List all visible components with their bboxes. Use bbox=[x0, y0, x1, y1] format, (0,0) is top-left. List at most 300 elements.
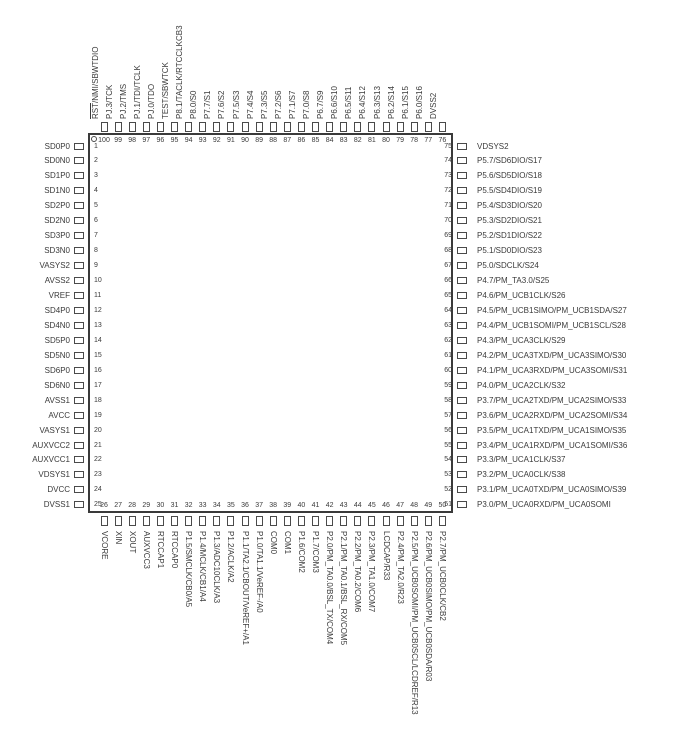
pin-60-label: P4.1/PM_UCA3RXD/PM_UCA3SOMI/S31 bbox=[477, 365, 628, 375]
pin-43-label: P2.1/PM_TA0.1/BSL_RX/COM5 bbox=[339, 531, 349, 646]
pin-23-square bbox=[74, 471, 84, 478]
pin-75-number: 75 bbox=[444, 142, 452, 150]
pin-99-square bbox=[115, 122, 122, 132]
pin-17-square bbox=[74, 382, 84, 389]
pin-26-label: VCORE bbox=[99, 531, 109, 560]
pin-9-number: 9 bbox=[94, 262, 98, 270]
pin-77-label: P6.0/S16 bbox=[414, 86, 424, 119]
pin-82-square bbox=[354, 122, 361, 132]
pin-48-label: P2.5/PM_UCB0SOMI/PM_UCB0SCL/LCDREF/R13 bbox=[409, 531, 419, 715]
pin-86-number: 86 bbox=[297, 137, 306, 144]
pin-56-square bbox=[457, 427, 467, 434]
pin-85-number: 85 bbox=[311, 137, 320, 144]
pin-1-number: 1 bbox=[94, 142, 98, 150]
pin-50-label: P2.7/PM_UCB0CLK/CB2 bbox=[437, 531, 447, 621]
pin-66-number: 66 bbox=[444, 277, 452, 285]
pin-59-square bbox=[457, 382, 467, 389]
pin-7-square bbox=[74, 232, 84, 239]
pin-6-label: SD2N0 bbox=[44, 216, 70, 226]
pin-35-number: 35 bbox=[226, 502, 235, 509]
pin-23-label: VDSYS1 bbox=[38, 470, 70, 480]
pin-16-square bbox=[74, 367, 84, 374]
pin-98-square bbox=[129, 122, 136, 132]
pin-46-square bbox=[383, 516, 390, 526]
pin-72-square bbox=[457, 187, 467, 194]
pin-96-square bbox=[157, 122, 164, 132]
pin-38-number: 38 bbox=[269, 502, 278, 509]
pin-14-number: 14 bbox=[94, 336, 102, 344]
pin-73-square bbox=[457, 172, 467, 179]
pin-80-square bbox=[383, 122, 390, 132]
pin-3-square bbox=[74, 172, 84, 179]
pin-100-square bbox=[101, 122, 108, 132]
pin-31-number: 31 bbox=[170, 502, 179, 509]
pin-52-label: P3.1/PM_UCA0TXD/PM_UCA0SIMO/S39 bbox=[477, 485, 627, 495]
pin-61-square bbox=[457, 352, 467, 359]
pin-5-label: SD2P0 bbox=[44, 201, 70, 211]
pin-41-square bbox=[312, 516, 319, 526]
pin-97-label: PJ.1/TDI/TCLK bbox=[132, 65, 142, 119]
pin-95-square bbox=[171, 122, 178, 132]
pin-60-square bbox=[457, 367, 467, 374]
pin-81-label: P6.4/S12 bbox=[358, 86, 368, 119]
pin-67-square bbox=[457, 262, 467, 269]
pin-59-label: P4.0/PM_UCA2CLK/S32 bbox=[477, 380, 566, 390]
pin-71-square bbox=[457, 202, 467, 209]
pin-48-square bbox=[411, 516, 418, 526]
pin-47-square bbox=[397, 516, 404, 526]
pin-63-square bbox=[457, 322, 467, 329]
pin-16-label: SD6P0 bbox=[44, 365, 70, 375]
overline-text: $\overline{RST}$ bbox=[90, 103, 100, 119]
pin-8-label: SD3N0 bbox=[44, 246, 70, 256]
pin-75-label: VDSYS2 bbox=[477, 141, 509, 151]
pin-63-number: 63 bbox=[444, 321, 452, 329]
pin-46-number: 46 bbox=[382, 502, 390, 509]
pin-28-square bbox=[129, 516, 136, 526]
pin-16-number: 16 bbox=[94, 366, 102, 374]
pin-49-number: 49 bbox=[424, 502, 433, 509]
pin-94-square bbox=[185, 122, 192, 132]
pin-93-label: P8.0/S0 bbox=[189, 90, 199, 119]
pin-95-number: 95 bbox=[170, 137, 179, 144]
pin-68-label: P5.1/SD0DIO/S23 bbox=[477, 246, 542, 256]
pin-76-label: DVSS2 bbox=[428, 92, 438, 119]
pin-22-square bbox=[74, 456, 84, 463]
pin-80-number: 80 bbox=[382, 137, 390, 144]
pin-63-label: P4.4/PM_UCB1SOMI/PM_UCB1SCL/S28 bbox=[477, 320, 626, 330]
pin-38-square bbox=[270, 516, 277, 526]
pin-76-number: 76 bbox=[438, 137, 447, 144]
pin-88-square bbox=[270, 122, 277, 132]
pin-91-number: 91 bbox=[226, 137, 235, 144]
pin-28-number: 28 bbox=[128, 502, 137, 509]
pin-74-label: P5.7/SD6DIO/S17 bbox=[477, 156, 542, 166]
pin-26-square bbox=[101, 516, 108, 526]
pin-52-square bbox=[457, 486, 467, 493]
pin-53-square bbox=[457, 471, 467, 478]
pin-1-square bbox=[74, 143, 84, 150]
pin-32-number: 32 bbox=[184, 502, 193, 509]
pin-24-square bbox=[74, 486, 84, 493]
pin-46-label: LCDCAP/R33 bbox=[381, 531, 391, 581]
pin-45-label: P2.3/PM_TA1.0/COM7 bbox=[367, 531, 377, 613]
pin-54-square bbox=[457, 456, 467, 463]
pin-8-square bbox=[74, 247, 84, 254]
pin-59-number: 59 bbox=[444, 381, 452, 389]
pin-53-number: 53 bbox=[444, 471, 452, 479]
pin-64-label: P4.5/PM_UCB1SIMO/PM_UCB1SDA/S27 bbox=[477, 305, 627, 315]
pin-70-label: P5.3/SD2DIO/S21 bbox=[477, 216, 542, 226]
pin-64-number: 64 bbox=[444, 306, 452, 314]
pin-5-square bbox=[74, 202, 84, 209]
pin-77-number: 77 bbox=[424, 137, 433, 144]
pin-67-label: P5.0/SDCLK/S24 bbox=[477, 261, 539, 271]
pin-6-square bbox=[74, 217, 84, 224]
pin-12-label: SD4P0 bbox=[44, 305, 70, 315]
pin-74-number: 74 bbox=[444, 157, 452, 165]
pin-40-square bbox=[298, 516, 305, 526]
pin-11-square bbox=[74, 292, 84, 299]
pin-81-number: 81 bbox=[367, 137, 376, 144]
pin-11-number: 11 bbox=[94, 292, 102, 299]
pin-45-square bbox=[368, 516, 375, 526]
pin-81-square bbox=[368, 122, 375, 132]
pin-39-square bbox=[284, 516, 291, 526]
pin-78-number: 78 bbox=[410, 137, 419, 144]
pin-33-number: 33 bbox=[198, 502, 207, 509]
pin-37-label: P1.0/TA1.1/VeREF-/A0 bbox=[254, 531, 264, 613]
pin-94-number: 94 bbox=[184, 137, 193, 144]
pin-42-number: 42 bbox=[325, 502, 334, 509]
pin-98-number: 98 bbox=[128, 137, 137, 144]
pin-30-square bbox=[157, 516, 164, 526]
pin-86-label: P7.1/S7 bbox=[287, 90, 297, 119]
pin-68-square bbox=[457, 247, 467, 254]
pin-99-number: 99 bbox=[114, 137, 122, 144]
pin-25-label: DVSS1 bbox=[43, 500, 70, 510]
pin-4-label: SD1N0 bbox=[44, 186, 70, 196]
pin-62-square bbox=[457, 337, 467, 344]
pin-58-square bbox=[457, 397, 467, 404]
pin-97-number: 97 bbox=[142, 137, 151, 144]
pin-7-number: 7 bbox=[94, 232, 98, 240]
pin-36-square bbox=[242, 516, 249, 526]
pin-27-number: 27 bbox=[114, 502, 122, 509]
pin-69-label: P5.2/SD1DIO/S22 bbox=[477, 231, 542, 241]
pin-33-square bbox=[199, 516, 206, 526]
pin-10-label: AVSS2 bbox=[44, 276, 70, 286]
pin-62-number: 62 bbox=[444, 336, 452, 344]
pin-73-number: 73 bbox=[444, 172, 452, 180]
pin-93-number: 93 bbox=[198, 137, 207, 144]
pin-5-number: 5 bbox=[94, 202, 98, 210]
pin-13-label: SD4N0 bbox=[44, 320, 70, 330]
pin-34-label: P1.3/ADC10CLK/A3 bbox=[212, 531, 222, 604]
pin-87-label: P7.2/S6 bbox=[273, 90, 283, 119]
pin-43-number: 43 bbox=[339, 502, 348, 509]
pin-71-number: 71 bbox=[444, 202, 452, 210]
pin-15-number: 15 bbox=[94, 351, 102, 359]
pin-35-label: P1.2/ACLK/A2 bbox=[226, 531, 236, 583]
pin-13-number: 13 bbox=[94, 321, 102, 329]
pin-30-label: RTCCAP1 bbox=[155, 531, 165, 569]
pin-2-square bbox=[74, 157, 84, 164]
pin-9-square bbox=[74, 262, 84, 269]
pin-82-label: P6.5/S11 bbox=[344, 86, 354, 119]
pin-29-label: AUXVCC3 bbox=[141, 531, 151, 569]
pin-37-square bbox=[256, 516, 263, 526]
pin-43-square bbox=[340, 516, 347, 526]
pin-42-square bbox=[326, 516, 333, 526]
pin-56-label: P3.5/PM_UCA1TXD/PM_UCA1SIMO/S35 bbox=[477, 425, 627, 435]
pin-57-square bbox=[457, 412, 467, 419]
pin-47-number: 47 bbox=[396, 502, 404, 509]
pin-66-label: P4.7/PM_TA3.0/S25 bbox=[477, 276, 550, 286]
pin-30-number: 30 bbox=[156, 502, 165, 509]
pin-3-number: 3 bbox=[94, 172, 98, 180]
pin-23-number: 23 bbox=[94, 471, 102, 479]
pin-75-square bbox=[457, 143, 467, 150]
pin-47-label: P2.4/PM_TA2.0/R23 bbox=[395, 531, 405, 604]
pin-7-label: SD3P0 bbox=[44, 231, 70, 241]
pin-32-square bbox=[185, 516, 192, 526]
pin-100-label: $\overline{RST}/NMI$/SBWTDIO bbox=[90, 46, 100, 119]
pin-29-square bbox=[143, 516, 150, 526]
pin-92-number: 92 bbox=[212, 137, 221, 144]
pin-31-square bbox=[171, 516, 178, 526]
pin-15-label: SD5N0 bbox=[44, 350, 70, 360]
pin-49-square bbox=[425, 516, 432, 526]
pin-55-square bbox=[457, 442, 467, 449]
pin-38-label: COM0 bbox=[268, 531, 278, 555]
pin-4-square bbox=[74, 187, 84, 194]
pin-40-label: P1.6/COM2 bbox=[296, 531, 306, 573]
pin-12-square bbox=[74, 307, 84, 314]
pin-70-number: 70 bbox=[444, 217, 452, 225]
pin-89-label: P7.4/S4 bbox=[245, 90, 255, 119]
pin-17-label: SD6N0 bbox=[44, 380, 70, 390]
pin-54-label: P3.3/PM_UCA1CLK/S37 bbox=[477, 455, 566, 465]
pin-65-label: P4.6/PM_UCB1CLK/S26 bbox=[477, 291, 566, 300]
pin-91-label: P7.6/S2 bbox=[217, 90, 227, 119]
pin-10-number: 10 bbox=[94, 277, 102, 285]
pin-78-square bbox=[411, 122, 418, 132]
pin-35-square bbox=[227, 516, 234, 526]
pin-40-number: 40 bbox=[297, 502, 306, 509]
pin-32-label: P1.5/SMCLK/CB0/A5 bbox=[184, 531, 194, 608]
pin-87-number: 87 bbox=[283, 137, 292, 144]
pin-53-label: P3.2/PM_UCA0CLK/S38 bbox=[477, 470, 566, 480]
pin-2-label: SD0N0 bbox=[44, 156, 70, 166]
pin-83-label: P6.6/S10 bbox=[330, 86, 340, 119]
pin-61-label: P4.2/PM_UCA3TXD/PM_UCA3SIMO/S30 bbox=[477, 350, 627, 360]
pin-26-number: 26 bbox=[100, 502, 108, 509]
pin-82-number: 82 bbox=[353, 137, 362, 144]
pin-51-square bbox=[457, 501, 467, 508]
pin-83-number: 83 bbox=[339, 137, 348, 144]
pin-69-square bbox=[457, 232, 467, 239]
pin-29-number: 29 bbox=[142, 502, 151, 509]
pin-37-number: 37 bbox=[255, 502, 263, 509]
pin-97-square bbox=[143, 122, 150, 132]
pin-49-label: P2.6/PM_UCB0SIMO/PM_UCB0SDA/R03 bbox=[423, 531, 433, 682]
pin-85-square bbox=[312, 122, 319, 132]
pin-56-number: 56 bbox=[444, 426, 452, 434]
pin-74-square bbox=[457, 157, 467, 164]
pin-44-square bbox=[354, 516, 361, 526]
pin-39-number: 39 bbox=[283, 502, 292, 509]
pin-24-number: 24 bbox=[94, 486, 102, 494]
pin-87-square bbox=[284, 122, 291, 132]
pin-8-number: 8 bbox=[94, 247, 98, 255]
pin-83-square bbox=[340, 122, 347, 132]
pin-66-square bbox=[457, 277, 467, 284]
pin-96-number: 96 bbox=[156, 137, 165, 144]
pin-13-square bbox=[74, 322, 84, 329]
pin-33-label: P1.4/MCLK/CB1/A4 bbox=[198, 531, 208, 602]
pin-44-label: P2.2/PM_TA0.2/COM6 bbox=[353, 531, 363, 613]
pin-14-square bbox=[74, 337, 84, 344]
pin-69-number: 69 bbox=[444, 232, 452, 240]
pin-31-label: RTCCAP0 bbox=[170, 531, 179, 569]
pin-20-label: VASYS1 bbox=[39, 425, 70, 435]
pin-88-label: P7.3/S5 bbox=[259, 90, 269, 119]
pin-100-number: 100 bbox=[98, 137, 110, 144]
pin-55-number: 55 bbox=[444, 441, 452, 449]
pin-25-square bbox=[74, 501, 84, 508]
pin-79-label: P6.2/S14 bbox=[386, 86, 396, 119]
pin-20-number: 20 bbox=[94, 426, 102, 434]
pin-19-square bbox=[74, 412, 84, 419]
pin-48-number: 48 bbox=[410, 502, 419, 509]
pin-57-label: P3.6/PM_UCA2RXD/PM_UCA2SOMI/S34 bbox=[477, 410, 628, 420]
pin-65-square bbox=[457, 292, 467, 299]
pin-68-number: 68 bbox=[444, 247, 452, 255]
pin-96-label: PJ.0/TDO bbox=[146, 83, 156, 119]
pin-54-number: 54 bbox=[444, 456, 452, 464]
pin-6-number: 6 bbox=[94, 217, 98, 225]
pin-89-square bbox=[256, 122, 263, 132]
pin-22-label: AUXVCC1 bbox=[32, 455, 70, 465]
pin-11-label: VREF bbox=[48, 291, 70, 300]
pin-73-label: P5.6/SD5DIO/S18 bbox=[477, 171, 542, 181]
pin-34-square bbox=[213, 516, 220, 526]
pin-90-square bbox=[242, 122, 249, 132]
pin-88-number: 88 bbox=[269, 137, 278, 144]
pin-79-number: 79 bbox=[396, 137, 404, 144]
pin-20-square bbox=[74, 427, 84, 434]
pin-77-square bbox=[425, 122, 432, 132]
pin-84-label: P6.7/S9 bbox=[316, 90, 326, 119]
pin-14-label: SD5P0 bbox=[44, 335, 70, 345]
pin-12-number: 12 bbox=[94, 306, 102, 314]
pin-28-label: XOUT bbox=[127, 531, 137, 554]
pin-55-label: P3.4/PM_UCA1RXD/PM_UCA1SOMI/S36 bbox=[477, 440, 628, 450]
pin-90-number: 90 bbox=[241, 137, 249, 144]
pin-21-square bbox=[74, 442, 84, 449]
pin-94-label: P8.1/TACLK/RTCCLKCB3 bbox=[175, 25, 185, 119]
pin-19-label: AVCC bbox=[48, 410, 70, 420]
pin-92-square bbox=[213, 122, 220, 132]
pin-84-number: 84 bbox=[325, 137, 334, 144]
pin-19-number: 19 bbox=[94, 411, 102, 419]
pin-67-number: 67 bbox=[444, 262, 452, 270]
pin-45-number: 45 bbox=[367, 502, 376, 509]
pin-17-number: 17 bbox=[94, 381, 102, 389]
pin-18-label: AVSS1 bbox=[44, 395, 70, 405]
pin-57-number: 57 bbox=[444, 411, 452, 419]
pin-91-square bbox=[227, 122, 234, 132]
pin-64-square bbox=[457, 307, 467, 314]
pin-27-square bbox=[115, 516, 122, 526]
pin-85-label: P7.0/S8 bbox=[302, 90, 311, 119]
pin-22-number: 22 bbox=[94, 456, 102, 464]
pin-10-square bbox=[74, 277, 84, 284]
pin-58-label: P3.7/PM_UCA2TXD/PM_UCA2SIMO/S33 bbox=[477, 395, 627, 405]
pin-39-label: COM1 bbox=[282, 531, 292, 555]
pin-9-label: VASYS2 bbox=[39, 261, 70, 271]
pin-65-number: 65 bbox=[444, 292, 452, 299]
pin-41-label: P1.7/COM3 bbox=[311, 531, 320, 573]
pin-58-number: 58 bbox=[444, 396, 452, 404]
pin-76-square bbox=[439, 122, 446, 132]
pin-36-label: P1.1/TA2.1/CBOUT/VeREF+/A1 bbox=[240, 531, 250, 645]
pin-72-label: P5.5/SD4DIO/S19 bbox=[477, 186, 542, 196]
pin-62-label: P4.3/PM_UCA3CLK/S29 bbox=[477, 335, 566, 345]
pin-21-label: AUXVCC2 bbox=[32, 440, 70, 450]
pin-41-number: 41 bbox=[311, 502, 320, 509]
pin-4-number: 4 bbox=[94, 187, 98, 195]
pin-70-square bbox=[457, 217, 467, 224]
pin-51-number: 51 bbox=[444, 501, 452, 509]
pin-1-label: SD0P0 bbox=[44, 141, 70, 151]
pin-61-number: 61 bbox=[444, 351, 452, 359]
pin-18-square bbox=[74, 397, 84, 404]
pin-50-square bbox=[439, 516, 446, 526]
pin-24-label: DVCC bbox=[47, 485, 70, 495]
pin-51-label: P3.0/PM_UCA0RXD/PM_UCA0SOMI bbox=[477, 500, 611, 510]
pin-98-label: PJ.2/TMS bbox=[118, 83, 128, 119]
pin-90-label: P7.5/S3 bbox=[231, 90, 241, 119]
pin-60-number: 60 bbox=[444, 366, 452, 374]
pin-78-label: P6.1/S15 bbox=[400, 86, 410, 119]
pin-36-number: 36 bbox=[241, 502, 249, 509]
pin-86-square bbox=[298, 122, 305, 132]
pin-79-square bbox=[397, 122, 404, 132]
pin-18-number: 18 bbox=[94, 396, 102, 404]
pin-50-number: 50 bbox=[438, 502, 447, 509]
pin-84-square bbox=[326, 122, 333, 132]
pin-15-square bbox=[74, 352, 84, 359]
pin-92-label: P7.7/S1 bbox=[203, 90, 213, 119]
pin-2-number: 2 bbox=[94, 157, 98, 165]
pin-80-label: P6.3/S13 bbox=[372, 86, 382, 119]
chip-body bbox=[88, 133, 453, 513]
pin-93-square bbox=[199, 122, 206, 132]
pin-71-label: P5.4/SD3DIO/S20 bbox=[477, 201, 542, 211]
pin-89-number: 89 bbox=[255, 137, 263, 144]
pin-3-label: SD1P0 bbox=[44, 171, 70, 181]
pin-44-number: 44 bbox=[353, 502, 362, 509]
pin-25-number: 25 bbox=[94, 501, 102, 509]
pin-99-label: PJ.3/TCK bbox=[104, 84, 114, 119]
pin-42-label: P2.0/PM_TA0.0/BSL_TX/COM4 bbox=[325, 531, 335, 645]
pin-52-number: 52 bbox=[444, 486, 452, 494]
pin-27-label: XIN bbox=[113, 531, 123, 545]
pin-34-number: 34 bbox=[212, 502, 221, 509]
pin-72-number: 72 bbox=[444, 187, 452, 195]
